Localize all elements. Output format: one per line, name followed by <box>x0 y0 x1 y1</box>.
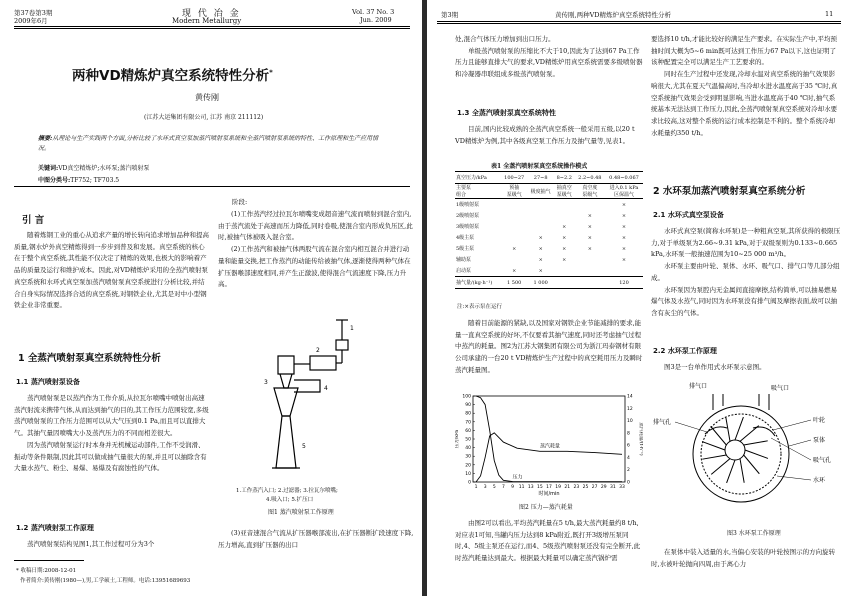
table-row <box>455 243 643 254</box>
header-vol: Vol. 37 No. 3 <box>352 8 395 16</box>
exhaust-port-pipe <box>713 394 723 410</box>
laval-nozzle <box>280 374 292 388</box>
table-cell <box>527 221 553 232</box>
table-cell: 8~2.2 <box>554 172 575 184</box>
footnote-rule <box>14 560 84 561</box>
impeller-blade <box>744 441 768 445</box>
table-row <box>455 199 643 211</box>
table-cell: × <box>538 245 543 252</box>
fig1-label-1: 1 <box>350 325 354 332</box>
pressure-series-line <box>476 396 622 482</box>
impeller-blade <box>744 455 760 474</box>
table-cell: × <box>621 223 627 230</box>
table-cell <box>501 210 528 221</box>
table-cell: 进入0.1 kPa 区保温气 <box>605 184 643 199</box>
table-row <box>455 221 643 232</box>
table-cell: × <box>605 199 643 211</box>
impeller-blade <box>745 450 768 458</box>
impeller-blade <box>702 455 726 459</box>
x-tick-label: 25 <box>582 485 589 490</box>
process-stages-text: (1)工作蒸汽经过拉瓦尔喷嘴变成超音速气流而喷射到混合室内,由于蒸汽流处于高速而压力降低,同时卷吸,使混合室内形成负压区,此时,被抽气体被吸入混合室。 (2)工作蒸汽和被抽气体两股气流在混合室内相互混合并进行动量和能量交换,把工作蒸汽的动能传给被抽气体,逐渐使得两种气体在扩压器喉部速度相同,并产生正激波,使得混合气流速度下降,压力升高。 <box>218 210 413 289</box>
table-cell <box>605 265 643 277</box>
table-cell <box>501 232 528 243</box>
doc-code: 阶段: <box>232 198 248 206</box>
header-rule-right <box>437 21 841 22</box>
section-2-1-heading: 2.1 水环式真空泵设备 <box>653 211 724 219</box>
fig3-label-exhaust-hole: 排气孔 <box>653 419 672 426</box>
fig1-label-5: 5 <box>302 443 306 450</box>
y-tick-label: 20 <box>465 463 471 469</box>
x-tick-label: 15 <box>537 485 543 490</box>
table-cell <box>575 277 605 289</box>
table-cell <box>501 199 528 211</box>
table-cell: 抽真空 泵级气 <box>554 184 575 199</box>
journal-title-en: Modern Metallurgy <box>172 17 242 25</box>
abstract: 摘要:从理论与生产实践两个方面,分析比较了水环式真空泵加蒸汽喷射泵系统和全蒸汽喷射泵系统的特性、工作原理和生产应用情况。 <box>38 135 379 152</box>
y-tick-label: 90 <box>465 403 471 409</box>
fig1-label-4: 4 <box>324 385 328 392</box>
table-cell <box>554 277 575 289</box>
y2-tick-label: 8 <box>627 431 630 437</box>
table-cell: 1 500 <box>501 277 528 289</box>
table-cell <box>501 254 528 265</box>
x-tick-label: 23 <box>573 485 580 490</box>
impeller-blade <box>711 459 730 475</box>
table-cell <box>527 199 553 211</box>
table-cell: × <box>538 234 543 241</box>
section-2-heading: 2 水环泵加蒸汽喷射泵真空系统分析 <box>653 186 806 197</box>
table-cell <box>554 199 575 211</box>
fig3-label-intake-top: 吸气口 <box>771 385 790 392</box>
classification: 中图分类号:TF752; TF703.5 <box>38 177 120 184</box>
table-cell <box>575 254 605 265</box>
x-tick-label: 3 <box>483 485 487 490</box>
section-1-1-heading: 1.1 蒸汽喷射泵设备 <box>16 378 80 386</box>
keywords: 关键词:VD真空精炼炉;水环泵;蒸汽喷射泵 <box>38 165 150 172</box>
header-rule-right-2 <box>437 23 841 24</box>
table-cell <box>554 210 575 221</box>
plot-frame <box>473 396 625 482</box>
paper-title: 两种VD精炼炉真空系统特性分析* <box>72 68 273 84</box>
running-title: 黄传刚,两种VD精炼炉真空系统特性分析 <box>555 11 671 19</box>
fig1-label-2: 2 <box>316 347 320 354</box>
fig1-caption: 图1 蒸汽喷射泵工作原理 <box>268 509 334 516</box>
footnote-author: 作者简介:黄传刚(1980—),男,工学硕士,工程师。电话:13951689693 <box>20 578 191 584</box>
table-cell: 1 000 <box>527 277 553 289</box>
journal-title-cn: 现 代 冶 金 <box>182 9 241 19</box>
y-axis-label: 压力/kPa <box>455 429 460 449</box>
col-a-analysis-text: 由图2可以看出,平均蒸汽耗量在5 t/h,最大蒸汽耗量约8 t/h,对应表1可知,当罐内压力达到8 kPa附近,既打开3级增压泵同时,4、5级主泵还在运行,而4、5级蒸汽喷射泵还没有完全断开,此时蒸汽耗量达到最大。根据最大耗量可以确定蒸汽锅炉需 <box>455 519 641 563</box>
right-page <box>427 0 849 596</box>
impeller-blade <box>711 426 727 445</box>
valve-body <box>336 340 348 350</box>
diffuser <box>276 416 296 468</box>
header-rule-2 <box>14 28 410 29</box>
x-tick-label: 33 <box>619 485 625 490</box>
table-cell: 0.48~0.067 <box>605 172 643 184</box>
fig3-label-water-ring: 水环 <box>813 477 826 484</box>
table-1-title: 表1 全蒸汽喷射泵真空系统操作模式 <box>491 163 588 170</box>
impeller-blade <box>702 442 725 450</box>
table-cell: × <box>587 223 592 230</box>
header-issue-right: 第3期 <box>441 11 459 19</box>
impeller-blade <box>727 460 735 483</box>
table-cell: 120 <box>605 277 643 289</box>
y-tick-label: 60 <box>465 428 471 434</box>
impeller-blade <box>740 426 759 442</box>
table-cell: 5级主泵 <box>456 246 475 252</box>
paper-affiliation: (江苏大运集团有限公司, 江苏 南京 211112) <box>144 114 264 121</box>
col-a-intro: 处,混合气体压力增加到出口压力。 单级蒸汽喷射泵的压缩比不大于10,因此为了达到67 Pa工作压力且能够直排大气的要求,VD精炼炉用真空系统需要多级喷射器和冷凝器串联组成多级蒸汽喷射泵。 <box>455 35 643 79</box>
table-cell <box>554 265 575 277</box>
table-cell: × <box>621 245 627 252</box>
table-header-row-1 <box>455 172 643 184</box>
abstract-rule <box>14 186 410 187</box>
y-tick-label: 30 <box>465 454 471 460</box>
left-page <box>0 0 422 596</box>
page-number: 11 <box>825 10 834 18</box>
table-cell: × <box>562 234 567 241</box>
x-tick-label: 9 <box>511 485 514 490</box>
paper-author: 黄传刚 <box>195 93 219 102</box>
table-row <box>455 232 643 243</box>
table-cell: × <box>538 256 543 263</box>
intro-heading: 引 言 <box>22 215 45 226</box>
table-row <box>455 265 643 277</box>
section-1-3-text: 目前,国内比较成熟的全蒸汽真空系统一般采用五级,以20 t VD精炼炉为例,其中各级真空泵工作压力及抽气量等,见表1。 <box>455 125 635 145</box>
x-tick-label: 31 <box>610 485 616 490</box>
x-tick-label: 19 <box>555 485 561 490</box>
fig2-caption: 图2 压力—蒸汽耗量 <box>519 504 573 511</box>
table-row <box>455 254 643 265</box>
table-cell <box>527 210 553 221</box>
series-label-pressure: 压力 <box>512 474 523 481</box>
table-cell: × <box>621 256 627 263</box>
process-stage-3-text: (3)亚音速混合气流从扩压器喉部流出,在扩压器断扩段速度下降,压力增高,直到扩压器的出口 <box>218 529 414 549</box>
x-tick-label: 11 <box>518 485 525 490</box>
x-tick-label: 7 <box>501 485 505 490</box>
section-1-3-heading: 1.3 全蒸汽喷射泵真空系统特性 <box>457 109 556 117</box>
table-cell: × <box>538 267 543 274</box>
intro-text: 随着炼钢工业的重心从追求产量的增长转向追求增加品种和提高质量,钢水炉外真空精炼得到一步步到普及和发展。真空系统的核心在于整个真空系统,其性能不仅决定了精炼的效果,也极大的影响着产品的质量及运行和维护成本。因此,对VD精炼炉采用的全蒸汽喷射泵真空系统和水环式真空泵加蒸汽喷射泵真空系统进行分析比较,并结合自身实际情况选择合适的真空系统,对钢铁企业,尤其是对中小型钢铁企业非常重要。 <box>14 231 209 310</box>
y-tick-label: 0 <box>468 480 471 486</box>
y2-axis-label: 蒸汽耗量/(t·h⁻¹) <box>638 422 643 456</box>
table-cell <box>575 199 605 211</box>
figure-1-steam-jet-pump <box>250 318 380 478</box>
fig1-legend-2: 4.吸入口; 5.扩压口 <box>266 497 314 503</box>
table-cell: 27~8 <box>527 172 553 184</box>
table-cell: × <box>512 267 517 274</box>
fig3-label-exhaust-top: 排气口 <box>689 383 708 390</box>
table-cell: 真空压力/kPa <box>455 172 501 184</box>
table-cell: × <box>512 245 517 252</box>
fig3-label-impeller: 叶轮 <box>813 417 826 424</box>
fig1-label-3: 3 <box>264 379 268 386</box>
x-tick-label: 27 <box>591 485 598 490</box>
fig3-label-suction-hole: 吸气孔 <box>813 457 832 464</box>
y2-tick-label: 12 <box>627 406 633 412</box>
table-cell: 主要泵 组合 <box>455 184 501 199</box>
y2-tick-label: 14 <box>627 394 633 400</box>
x-tick-label: 17 <box>546 485 552 490</box>
intake-port-pipe <box>759 394 769 410</box>
steam-series-line <box>476 433 622 482</box>
footnote-received: * 收稿日期:2008-12-01 <box>16 568 77 574</box>
table-header-row-2 <box>455 184 643 199</box>
y2-tick-label: 2 <box>627 468 630 474</box>
y-tick-label: 10 <box>465 471 471 477</box>
section-1-2-heading: 1.2 蒸汽喷射泵工作原理 <box>16 524 94 532</box>
fig3-caption: 图3 水环泵工作原理 <box>727 530 781 537</box>
table-row-flow <box>455 277 643 289</box>
y2-tick-label: 0 <box>627 480 630 486</box>
y2-tick-label: 6 <box>627 443 630 449</box>
impeller-blade <box>740 459 744 483</box>
table-cell: 辅助泵 <box>456 257 472 263</box>
table-cell: × <box>562 223 567 230</box>
header-rule <box>14 26 410 27</box>
table-1 <box>455 171 643 289</box>
figure-2-chart <box>455 390 643 500</box>
section-2-2-text: 图3是一台单作用式水环泵示意图。 <box>664 363 766 371</box>
x-tick-label: 21 <box>564 485 571 490</box>
header-issue: 第37卷第3期 <box>14 9 53 17</box>
header-date-en: Jun. 2009 <box>360 16 392 24</box>
table-cell: 2.2~0.48 <box>575 172 605 184</box>
table-cell <box>575 265 605 277</box>
section-2-2-heading: 2.2 水环泵工作原理 <box>653 347 717 355</box>
table-cell: 1级喷射泵 <box>455 199 501 211</box>
table-cell: × <box>587 212 592 219</box>
table-cell: 极度抽气 <box>527 184 553 199</box>
section-2-1-text: 水环式真空泵(简称水环泵)是一种粗真空泵,其所获得的极限压力,对于单级泵为2.66~9.31 kPa,对于双级泵则为0.133~0.665 kPa,水环泵一般抽速范围为10~25 000 m³/h。 水环泵主要由叶轮、泵体、水环、吸气口、排气口等几部分组成。 水环泵因为泵腔内无金属间直接摩擦,结构简单,可以抽易燃易爆气体及水蒸气,同时因为水环泵没有排气阀及摩擦表面,故可以抽含有灰尘的气体。 <box>651 227 841 317</box>
fig1-legend-1: 1.工作蒸汽入口; 2.过滤器; 3.拉瓦尔喷嘴; <box>236 488 338 494</box>
table-cell: 真空度 泵级气 <box>575 184 605 199</box>
impeller-blade <box>726 417 730 441</box>
table-cell: 100~27 <box>501 172 528 184</box>
y-tick-label: 100 <box>462 394 471 400</box>
col-a-energy-text: 随着目前能源的紧缺,以及国家对钢铁企业节能减排的要求,能量一直真空系统的好坏,不仅要看其抽气速度,同时还考虑抽气过程中蒸汽的耗量。图2为江苏大钢集团有限公司为浙江玛泰钢材有限公司承建的一台20 t VD精炼炉生产过程中的真空耗用压力及瞬时蒸汽耗量图。 <box>455 319 643 374</box>
section-1-2-text: 蒸汽喷射泵结构见图1,其工作过程可分为3个 <box>27 540 155 548</box>
mixing-chamber-head <box>278 356 294 374</box>
y-tick-label: 50 <box>465 437 471 443</box>
x-tick-label: 13 <box>527 485 534 490</box>
table-cell: × <box>621 212 627 219</box>
table-row <box>455 210 643 221</box>
table-1-note: 注:×表示泵在运行 <box>457 304 502 310</box>
filter <box>310 356 336 370</box>
col-b-intro: 要选择10 t/h,才能比较好的满足生产要求。在实际生产中,平均预抽时间大概为5~6 min既可达到工作压力67 Pa以下,这也证明了该种配置完全可以满足生产工艺要求的。 同时在生产过程中还发现,冷却水温对真空系统的抽气效果影响很大,尤其在夏天气温偏高时,当冷却水进水温度高于35 ℃时,真空系统抽气效果会受到明显影响,当进水温度高于40 ℃时,抽气系统基本无法达到工作压力,因此,全蒸汽喷射泵真空系统对冷却水要求比较高,这对整个系统的运行成本控制是不利的。整个系统冷却水耗量约350 t/h。 <box>651 35 838 137</box>
table-cell: × <box>562 256 567 263</box>
table-cell: 启动泵 <box>456 268 472 274</box>
pump-casing <box>693 406 789 502</box>
table-cell: × <box>587 245 592 252</box>
water-ring <box>701 414 781 494</box>
table-cell <box>501 221 528 232</box>
figure-3-water-ring-pump <box>653 380 843 520</box>
x-axis-label: 时间/min <box>538 491 560 497</box>
x-tick-label: 29 <box>600 485 607 490</box>
series-label-steam: 蒸汽耗量 <box>539 443 560 450</box>
section-1-heading: 1 全蒸汽喷射泵真空系统特性分析 <box>18 353 161 364</box>
impeller-hub <box>725 440 745 460</box>
y-tick-label: 70 <box>465 420 471 426</box>
y2-tick-label: 10 <box>627 419 633 425</box>
table-cell: 抽气量/(kg·h⁻¹) <box>455 277 501 289</box>
table-cell: × <box>562 245 567 252</box>
y-tick-label: 80 <box>465 411 471 417</box>
table-cell: × <box>621 234 627 241</box>
impeller-blade <box>735 417 743 440</box>
table-cell: 2级喷射泵 <box>456 213 480 219</box>
header-date-cn: 2009年6月 <box>14 17 48 25</box>
x-tick-label: 1 <box>474 485 478 490</box>
section-1-1-text: 蒸汽喷射泵是以蒸汽作为工作介质,从拉瓦尔喷嘴中喷射出高速蒸汽射流来携带气体,从而达到抽气的目的,其工作压力范围较宽,多级蒸汽喷射泵的工作压力范围可以从大气压到0.1 Pa,而且可以直排大气。其抽气量因喷嘴大小及蒸汽压力的不同而相差很大。 因为蒸汽喷射泵运行时本身并无机械运动部件,工作不受润滑、振动等条件限制,因此其可以做成抽气量很大的泵,并且可以抽除含有大量水蒸气、粉尘、易爆、易爆及有腐蚀性的气体。 <box>14 394 209 473</box>
y2-tick-label: 4 <box>627 455 630 461</box>
col-b-bottom-text: 在泵体中装入适量的水,当偏心安装的叶轮按图示的方向旋转时,水被叶轮抛向四周,由于离心力 <box>651 548 836 568</box>
x-tick-label: 5 <box>492 485 496 490</box>
y-tick-label: 40 <box>465 446 471 452</box>
table-cell: 3级喷射泵 <box>456 224 480 230</box>
fig3-label-casing: 泵体 <box>813 437 826 444</box>
table-cell: 4级主泵 <box>456 235 475 241</box>
table-cell: 预抽 泵级气 <box>501 184 528 199</box>
table-cell: × <box>587 234 592 241</box>
